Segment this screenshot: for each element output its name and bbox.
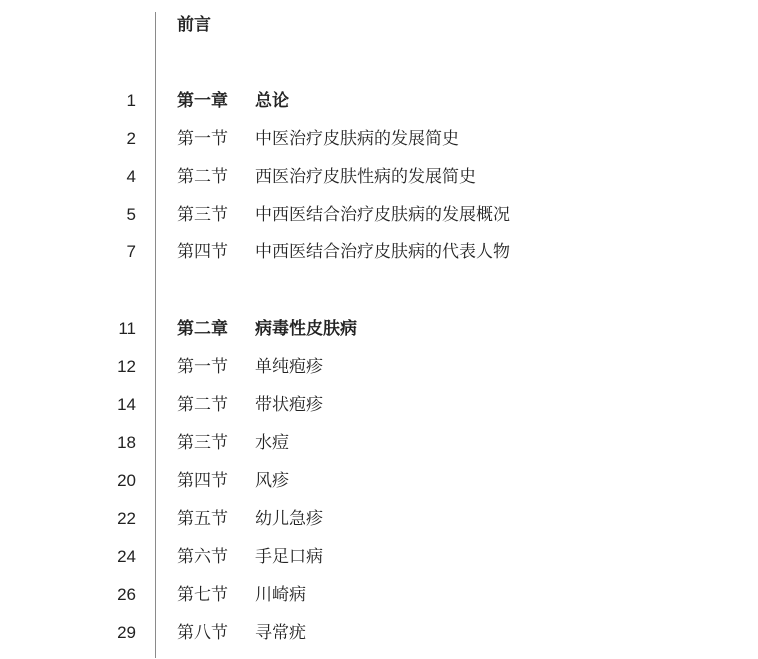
section-title: 风疹 bbox=[255, 471, 289, 491]
chapter-title: 总论 bbox=[255, 91, 289, 111]
toc-chapter-2[interactable] bbox=[0, 314, 758, 344]
page-number: 26 bbox=[117, 585, 136, 604]
section-title: 单纯疱疹 bbox=[255, 357, 323, 377]
section-label: 第五节 bbox=[177, 509, 228, 529]
section-title: 中西医结合治疗皮肤病的代表人物 bbox=[255, 242, 510, 262]
section-title: 手足口病 bbox=[255, 547, 323, 567]
toc-section[interactable] bbox=[0, 428, 758, 458]
page-number: 11 bbox=[118, 319, 136, 338]
section-title: 西医治疗皮肤性病的发展简史 bbox=[255, 167, 476, 187]
toc-preface[interactable] bbox=[0, 10, 758, 40]
page-number: 24 bbox=[117, 547, 136, 566]
page-number: 20 bbox=[117, 471, 136, 490]
toc-section[interactable] bbox=[0, 390, 758, 420]
section-label: 第六节 bbox=[177, 547, 228, 567]
section-label: 第三节 bbox=[177, 433, 228, 453]
section-label: 第八节 bbox=[177, 623, 228, 643]
page-number: 5 bbox=[126, 205, 136, 224]
preface-title: 前言 bbox=[177, 15, 211, 35]
toc-section[interactable] bbox=[0, 466, 758, 496]
toc-section[interactable] bbox=[0, 124, 758, 154]
section-label: 第二节 bbox=[177, 167, 228, 187]
section-title: 水痘 bbox=[255, 433, 289, 453]
section-title: 寻常疣 bbox=[255, 623, 306, 643]
page-number: 22 bbox=[117, 509, 136, 528]
page-number: 4 bbox=[126, 167, 136, 186]
section-title: 中医治疗皮肤病的发展简史 bbox=[255, 129, 459, 149]
toc-chapter-1[interactable] bbox=[0, 86, 758, 116]
section-label: 第一节 bbox=[177, 129, 228, 149]
section-label: 第二节 bbox=[177, 395, 228, 415]
section-label: 第七节 bbox=[177, 585, 228, 605]
toc-section[interactable] bbox=[0, 618, 758, 648]
page-number: 2 bbox=[126, 129, 136, 148]
toc-section[interactable] bbox=[0, 237, 758, 267]
section-label: 第一节 bbox=[177, 357, 228, 377]
toc-section[interactable] bbox=[0, 352, 758, 382]
section-label: 第四节 bbox=[177, 242, 228, 262]
section-title: 中西医结合治疗皮肤病的发展概况 bbox=[255, 205, 510, 225]
chapter-title: 病毒性皮肤病 bbox=[255, 319, 357, 339]
toc-section[interactable] bbox=[0, 504, 758, 534]
section-label: 第三节 bbox=[177, 205, 228, 225]
toc-section[interactable] bbox=[0, 162, 758, 192]
section-title: 幼儿急疹 bbox=[255, 509, 323, 529]
page-number: 1 bbox=[126, 91, 136, 110]
section-title: 川崎病 bbox=[255, 585, 306, 605]
toc-section[interactable] bbox=[0, 580, 758, 610]
page-number: 7 bbox=[126, 242, 136, 261]
section-title: 带状疱疹 bbox=[255, 395, 323, 415]
chapter-label: 第二章 bbox=[177, 319, 228, 339]
page-number: 18 bbox=[117, 433, 136, 452]
page-number: 29 bbox=[117, 623, 136, 642]
toc-section[interactable] bbox=[0, 542, 758, 572]
page-number: 12 bbox=[117, 357, 136, 376]
section-label: 第四节 bbox=[177, 471, 228, 491]
chapter-label: 第一章 bbox=[177, 91, 228, 111]
page-number: 14 bbox=[117, 395, 136, 414]
toc-section[interactable] bbox=[0, 200, 758, 230]
